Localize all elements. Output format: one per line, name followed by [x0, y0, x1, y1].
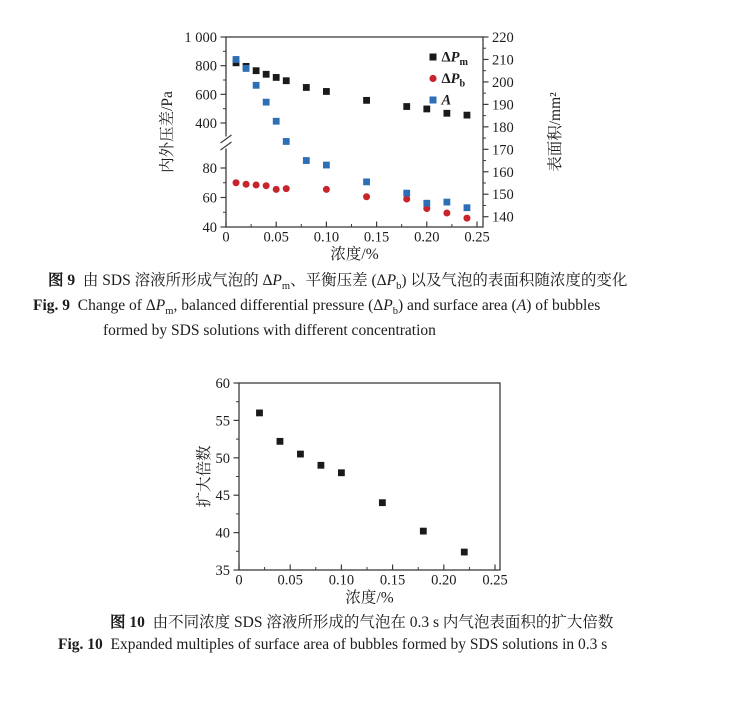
fig10-y-tick-label: 45	[215, 488, 230, 505]
data-point	[363, 97, 370, 104]
fig9-x-axis-label: 浓度/%	[330, 246, 379, 263]
fig10-x-tick-label: 0.15	[379, 572, 406, 589]
fig9-right-tick-label: 160	[492, 164, 514, 181]
data-point	[323, 88, 330, 95]
fig10-y-axis-label: 扩大倍数	[196, 445, 213, 508]
data-point	[403, 190, 410, 197]
fig10-x-tick-label: 0.25	[482, 572, 508, 589]
fig10-series-expansion-multiple	[256, 410, 468, 556]
fig10-x-tick-label: 0	[235, 572, 243, 589]
data-point	[463, 215, 470, 222]
data-point	[430, 54, 437, 61]
data-point	[263, 99, 270, 106]
fig9-chart	[158, 30, 564, 263]
data-point	[429, 75, 436, 82]
fig9-right-tick-label: 170	[492, 142, 514, 159]
data-point	[423, 106, 430, 113]
data-point	[303, 157, 310, 164]
data-point	[253, 181, 260, 188]
data-point	[283, 77, 290, 84]
data-point	[363, 193, 370, 200]
fig9-left-tick-label: 40	[202, 220, 217, 236]
data-point	[283, 138, 290, 145]
fig10-y-tick-label: 60	[215, 376, 230, 392]
fig9-caption-en-line1: Fig. 9 Change of $\Delta P_m$, balanced differential pressure $(\Delta P_b)$ and surface area (A) of bubbles	[33, 297, 601, 318]
fig9-legend-label: A	[441, 92, 452, 109]
data-point	[233, 56, 240, 63]
fig9-x-tick-label: 0.20	[414, 229, 440, 246]
fig10-chart	[195, 376, 508, 607]
data-point	[253, 67, 260, 74]
fig10-x-tick-label: 0.10	[328, 572, 355, 589]
data-point	[253, 82, 260, 89]
fig9-right-tick-label: 190	[492, 97, 514, 114]
fig10-plot-frame	[239, 383, 500, 570]
fig9-right-tick-label: 140	[492, 209, 514, 226]
data-point	[403, 195, 410, 202]
fig10-y-tick-label: 50	[215, 450, 230, 467]
data-point	[273, 186, 280, 193]
fig9-right-tick-label: 220	[492, 30, 514, 46]
data-point	[323, 162, 330, 169]
data-point	[233, 179, 240, 186]
data-point	[430, 97, 437, 104]
fig9-right-tick-label: 200	[492, 74, 514, 91]
data-point	[256, 410, 263, 417]
fig9-caption-en-line2: formed by SDS solutions with different concentration	[103, 322, 436, 339]
data-point	[443, 209, 450, 216]
fig9-plot-frame	[226, 37, 483, 227]
data-point	[263, 71, 270, 78]
fig9-left-axis-label: 内外压差/Pa	[159, 91, 176, 173]
data-point	[273, 74, 280, 81]
fig10-x-tick-label: 0.20	[431, 572, 457, 589]
fig9-x-tick-label: 0.10	[313, 229, 340, 246]
data-point	[297, 451, 304, 458]
fig10-x-tick-label: 0.05	[277, 572, 303, 589]
fig9-x-tick-label: 0	[222, 229, 230, 246]
fig9-right-tick-label: 210	[492, 52, 514, 69]
fig9-right-axis-label: 表面积/mm²	[547, 92, 564, 172]
fig9-left-tick-label: 800	[195, 58, 217, 75]
fig10-y-tick-label: 40	[215, 525, 230, 542]
data-point	[464, 112, 471, 119]
fig10-caption-en: Fig. 10 Expanded multiples of surface area of bubbles formed by SDS solutions in 0.3 s	[58, 636, 608, 653]
data-point	[243, 65, 250, 72]
data-point	[363, 178, 370, 185]
data-point	[403, 103, 410, 110]
data-point	[443, 199, 450, 206]
fig9-left-tick-label: 1 000	[184, 30, 217, 46]
data-point	[318, 462, 325, 469]
data-point	[263, 182, 270, 189]
data-point	[338, 469, 345, 476]
fig9-legend	[429, 50, 468, 109]
data-point	[464, 204, 471, 211]
fig9-series-delta-P-m	[233, 59, 471, 118]
fig9-left-tick-label: 600	[195, 87, 217, 104]
fig10-y-tick-label: 55	[215, 413, 230, 430]
data-point	[243, 181, 250, 188]
fig9-right-tick-label: 150	[492, 187, 514, 204]
data-point	[273, 118, 280, 125]
fig9-right-tick-label: 180	[492, 119, 514, 136]
fig10-x-axis-label: 浓度/%	[345, 589, 394, 607]
fig10-y-tick-label: 35	[215, 563, 230, 579]
fig9-left-tick-label: 60	[202, 190, 217, 207]
fig9-legend-label: $\Delta P_m$	[441, 49, 468, 68]
fig9-x-tick-label: 0.05	[263, 229, 289, 246]
data-point	[461, 549, 468, 556]
data-point	[303, 84, 310, 91]
data-point	[277, 438, 284, 445]
fig9-x-tick-label: 0.15	[363, 229, 390, 246]
data-point	[379, 499, 386, 506]
fig9-left-tick-label: 80	[202, 161, 217, 177]
fig9-series-delta-P-b	[233, 179, 471, 221]
data-point	[423, 200, 430, 207]
fig9-left-tick-label: 400	[195, 116, 217, 132]
fig9-legend-label: $\Delta P_b$	[441, 71, 466, 90]
data-point	[323, 186, 330, 193]
fig9-caption-cn: 图 9 由 SDS 溶液所形成气泡的 $\Delta P_m$、平衡压差 $(\Delta P_b)$ 以及气泡的表面积随浓度的变化	[48, 272, 628, 293]
data-point	[283, 185, 290, 192]
data-point	[420, 528, 427, 535]
fig10-caption-cn: 图 10 由不同浓度 SDS 溶液所形成的气泡在 0.3 s 内气泡表面积的扩大倍数	[110, 614, 614, 631]
fig9-x-tick-label: 0.25	[464, 229, 490, 246]
data-point	[443, 110, 450, 117]
